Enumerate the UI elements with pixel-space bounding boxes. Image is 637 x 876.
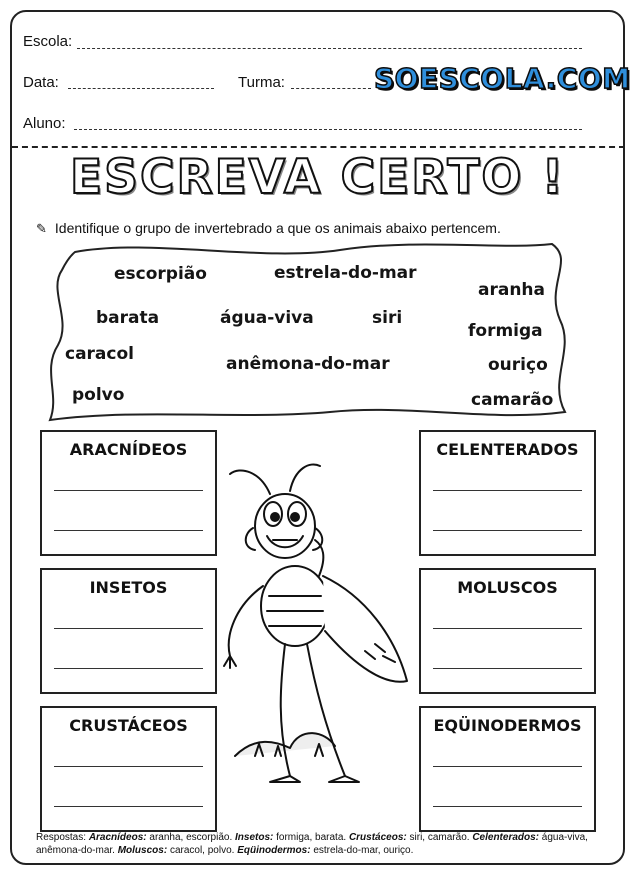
answer-line[interactable]: [433, 668, 582, 669]
word-item: siri: [372, 308, 403, 328]
answer-group: Eqüinodermos:: [237, 845, 311, 856]
answer-line[interactable]: [433, 766, 582, 767]
answer-line[interactable]: [54, 628, 203, 629]
answer-text: siri, camarão.: [406, 832, 473, 843]
student-label: Aluno:: [23, 115, 66, 132]
word-item: barata: [96, 308, 160, 328]
answer-line[interactable]: [54, 530, 203, 531]
word-item: escorpião: [114, 264, 207, 284]
brand-logo: SOESCOLA.COM: [374, 62, 631, 95]
instruction-text: Identifique o grupo de invertebrado a que os animais abaixo pertencem.: [54, 220, 501, 236]
group-label: CELENTERADOS: [436, 440, 579, 459]
group-label: EQÜINODERMOS: [433, 716, 582, 735]
word-item: polvo: [72, 385, 125, 405]
school-label: Escola:: [23, 33, 73, 50]
answer-line[interactable]: [54, 806, 203, 807]
answer-text: estrela-do-mar, ouriço.: [310, 845, 414, 856]
insect-character-illustration: [215, 456, 415, 801]
group-box-celenterados: [419, 430, 596, 556]
group-box-equinodermos: [419, 706, 596, 832]
word-item: estrela-do-mar: [274, 263, 417, 283]
answer-text: formiga, barata.: [273, 832, 349, 843]
pencil-icon: ✎: [36, 221, 47, 236]
answer-line[interactable]: [54, 766, 203, 767]
answer-group: Celenterados:: [472, 832, 540, 843]
answer-line[interactable]: [433, 628, 582, 629]
answer-line[interactable]: [433, 806, 582, 807]
answer-text: aranha, escorpião.: [146, 832, 235, 843]
group-label: INSETOS: [89, 578, 168, 597]
answer-line[interactable]: [433, 530, 582, 531]
word-item: camarão: [471, 390, 554, 410]
answer-group: Moluscos:: [117, 845, 168, 856]
word-item: aranha: [478, 280, 546, 300]
class-label: Turma:: [238, 74, 285, 91]
answer-line[interactable]: [54, 490, 203, 491]
date-label: Data:: [23, 74, 59, 91]
word-item: ouriço: [488, 355, 548, 375]
answer-text: água-viva, anêmona-do-mar.: [36, 832, 588, 856]
word-item: caracol: [65, 344, 134, 364]
group-label: MOLUSCOS: [457, 578, 558, 597]
word-item: água-viva: [220, 308, 314, 328]
answer-group: Insetos:: [235, 832, 274, 843]
group-box-insetos: [40, 568, 217, 694]
page-title: ESCREVA CERTO !: [70, 150, 566, 205]
group-label: CRUSTÁCEOS: [69, 716, 188, 735]
group-label: ARACNÍDEOS: [69, 440, 188, 459]
answer-line[interactable]: [54, 668, 203, 669]
answer-line[interactable]: [433, 490, 582, 491]
group-box-aracnideos: [40, 430, 217, 556]
answer-text: caracol, polvo.: [167, 845, 238, 856]
answer-key: [36, 831, 596, 857]
answer-prefix: Respostas:: [36, 832, 87, 843]
answer-group: Aracnídeos:: [88, 832, 147, 843]
word-item: anêmona-do-mar: [226, 354, 390, 374]
group-box-moluscos: [419, 568, 596, 694]
answer-group: Crustáceos:: [348, 832, 407, 843]
group-box-crustaceos: [40, 706, 217, 832]
word-item: formiga: [468, 321, 543, 341]
